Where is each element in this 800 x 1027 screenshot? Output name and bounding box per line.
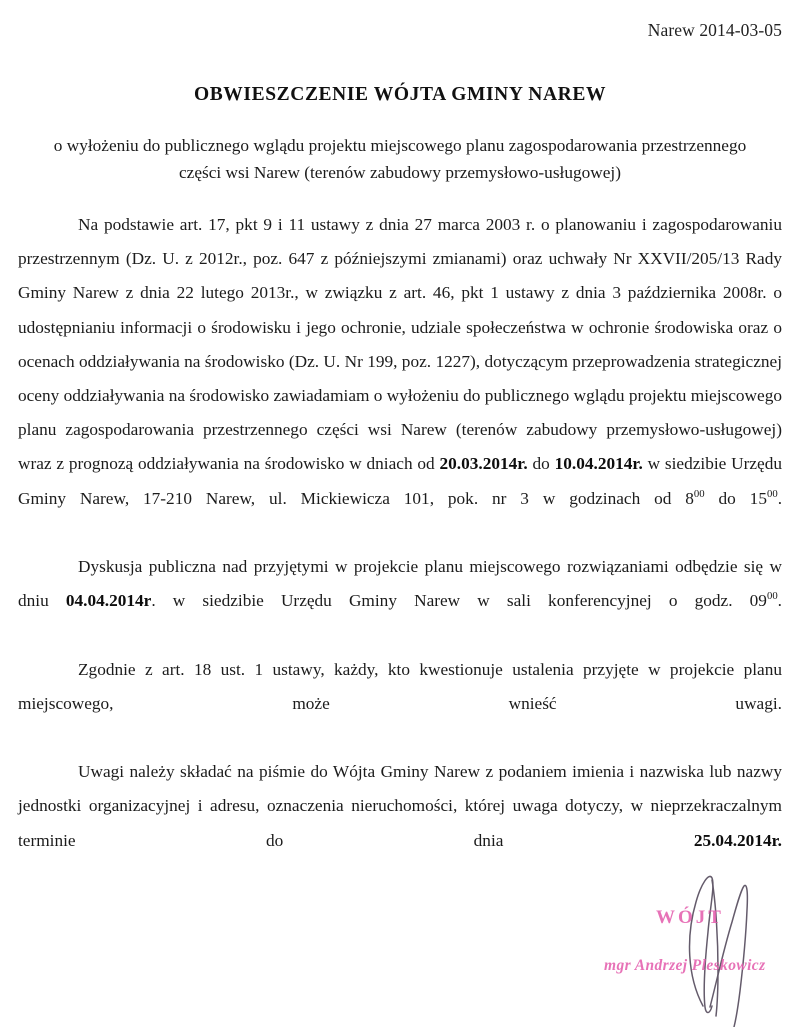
time-close-superscript: 00 [766,487,778,500]
paragraph-2-text-c: . [777,591,782,611]
document-date-header: Narew 2014-03-05 [647,20,782,40]
document-body [18,208,782,892]
signature-block [560,866,800,1027]
paragraph-1-text-b: do [527,454,555,474]
paragraph-4-text-a: Uwagi należy składać na piśmie do Wójta Gminy Narew z podaniem imienia i nazwiska lub nazwy jednostki organizacyjnej i adresu, oznaczenia nieruchomości, której uwaga dotyczy, w nieprzekraczalnym terminie do dnia [18,762,782,850]
date-exhibition-start: 20.03.2014r. [439,454,528,474]
paragraph-public-discussion [18,550,782,653]
stamp-signer-name: mgr Andrzej Pleskowicz [604,957,766,974]
document-subtitle: o wyłożeniu do publicznego wglądu projektu miejscowego planu zagospodarowania przestrzennego części wsi Narew (terenów zabudowy przemysłowo-usługowej) [53,136,747,182]
paragraph-2-text-a: Dyskusja publiczna nad przyjętymi w projekcie planu miejscowego rozwiązaniami odbędzie się w dniu [18,557,782,611]
paragraph-objections-right: Zgodnie z art. 18 ust. 1 ustawy, każdy, kto kwestionuje ustalenia przyjęte w projekcie planu miejscowego, może wnieść uwagi. [18,659,782,713]
paragraph-1-text-a: Na podstawie art. 17, pkt 9 i 11 ustawy z dnia 27 marca 2003 r. o planowaniu i zagospodarowaniu przestrzennym (Dz. U. z 2012r., poz. 647 z późniejszymi zmianami) oraz uchwały Nr XXVII/205/13 Rady Gminy Narew z dnia 22 lutego 2013r., w związku z art. 46, pkt 1 ustawy z dnia 3 października 2008r. o udostępnianiu informacji o środowisku i jego ochronie, udziale społeczeństwa w ochronie środowiska oraz o ocenach oddziaływania na środowisko (Dz. U. Nr 199, poz. 1227), dotyczącym przeprowadzenia strategicznej oceny oddziaływania na środowisko zawiadamiam o wyłożeniu do publicznego wglądu projektu miejscowego planu zagospodarowania przestrzennego części wsi Narew (terenów zabudowy przemysłowo-usługowej) wraz z prognozą oddziaływania na środowisko w dniach od [18,215,782,474]
handwritten-signature [560,866,800,1027]
date-public-discussion: 04.04.2014r [65,591,152,611]
paragraph-1-text-d: do 15 [704,488,767,508]
paragraph-1-text-c: w siedzibie Urzędu Gminy Narew, 17-210 Narew, ul. Mickiewicza 101, pok. nr 3 w godzinach od 8 [18,454,782,508]
date-exhibition-end: 10.04.2014r. [554,454,643,474]
time-discussion-superscript: 00 [766,590,778,603]
date-deadline: 25.04.2014r. [693,830,782,850]
paragraph-1-text-e: . [777,488,783,508]
paragraph-2-text-b: . w siedzibie Urzędu Gminy Narew w sali konferencyjnej o godz. 09 [151,591,767,611]
paragraph-legal-basis [18,208,782,550]
page-title: OBWIESZCZENIE WÓJTA GMINY NAREW [193,84,607,105]
stamp-title: WÓJT [656,907,724,928]
time-open-superscript: 00 [693,487,705,500]
